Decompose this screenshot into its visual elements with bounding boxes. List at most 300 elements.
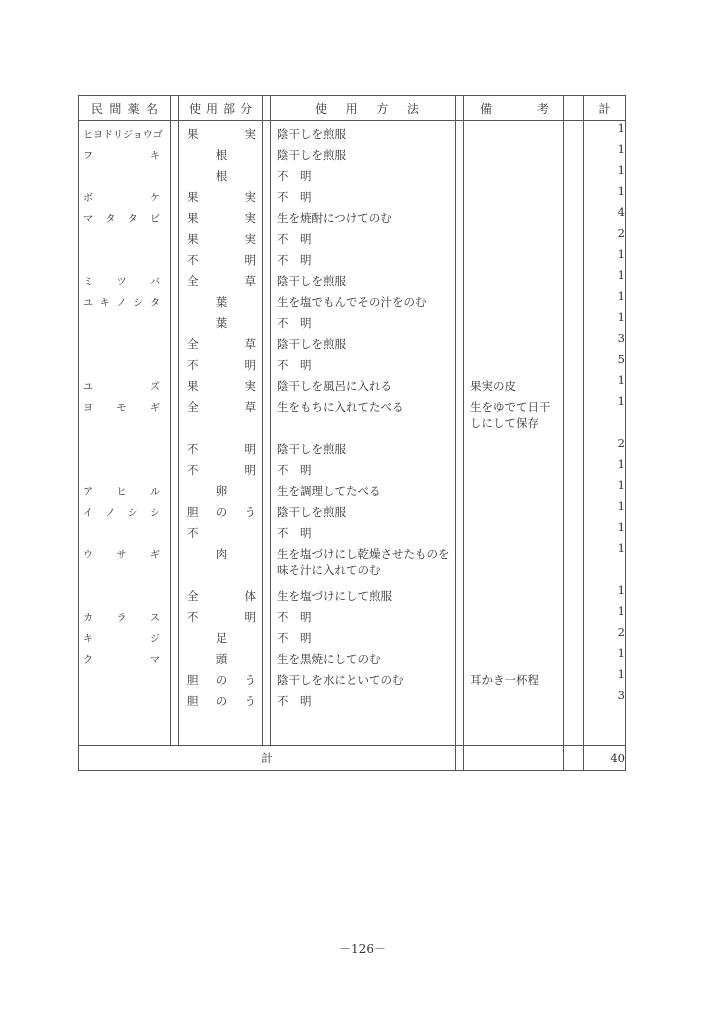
- cell-usage-method: [271, 184, 456, 205]
- cell-count: 2: [584, 625, 626, 646]
- cell-medicine-name: [79, 121, 171, 143]
- medicine-name-char: キ: [99, 298, 110, 309]
- used-part-char: 根: [215, 148, 228, 162]
- used-part-char: 根: [215, 169, 228, 183]
- cell-count: 1: [584, 541, 626, 583]
- medicine-name-char: ヨ: [83, 403, 93, 414]
- medicine-name-char: ツ: [116, 277, 127, 288]
- cell-count: 2: [584, 436, 626, 457]
- usage-method-text: 陰干しを水にといてのむ: [277, 673, 404, 687]
- table-row: [79, 457, 626, 478]
- table-row: [79, 268, 626, 289]
- cell-used-part: [179, 331, 263, 352]
- cell-count: 1: [584, 499, 626, 520]
- remarks-text: [464, 226, 563, 231]
- table-row: [79, 478, 626, 499]
- medicine-name-char: ビ: [149, 214, 160, 225]
- cell-usage-method: [271, 352, 456, 373]
- cell-medicine-name: [79, 331, 171, 352]
- medicine-name-char: ノ: [116, 298, 127, 309]
- cell-count: 1: [584, 394, 626, 436]
- usage-method-text: 陰干しを風呂に入れる: [277, 379, 392, 393]
- cell-remarks: [464, 310, 564, 331]
- cell-used-part: [179, 268, 263, 289]
- used-part-char: 不: [187, 610, 199, 624]
- used-part-char: 卵: [215, 484, 228, 498]
- total-value: 40: [584, 746, 626, 771]
- used-part-char: 胆: [187, 694, 199, 708]
- used-part-char: 実: [244, 211, 256, 225]
- cell-usage-method: [271, 499, 456, 520]
- cell-count: 1: [584, 142, 626, 163]
- cell-count: 1: [584, 121, 626, 143]
- cell-used-part: [179, 583, 263, 604]
- table-header-row: [79, 96, 626, 121]
- remarks-text: [464, 184, 563, 189]
- usage-method-text: 不 明: [277, 190, 312, 204]
- medicine-name-char: タ: [150, 298, 160, 309]
- used-part-char: 全: [187, 337, 199, 351]
- cell-medicine-name: [79, 226, 171, 247]
- table-row: [79, 604, 626, 625]
- medicine-name-char: ア: [83, 487, 93, 498]
- medicine-name-char: ノ: [105, 508, 116, 519]
- medicine-name-char: ギ: [150, 403, 160, 414]
- folk-medicine-table: [78, 95, 626, 771]
- used-part-char: 不: [187, 463, 199, 477]
- used-part-char: 果: [187, 190, 199, 204]
- table-row: [79, 583, 626, 604]
- remarks-text: [464, 352, 563, 357]
- remarks-text: [464, 436, 563, 441]
- header-method-char: 用: [345, 101, 358, 116]
- cell-remarks: [464, 394, 564, 436]
- cell-usage-method: [271, 142, 456, 163]
- table-row: [79, 310, 626, 331]
- cell-usage-method: [271, 247, 456, 268]
- header-method-char: 法: [406, 101, 419, 116]
- cell-count: 1: [584, 184, 626, 205]
- medicine-name-char: マ: [83, 214, 93, 225]
- usage-method-text: 不 明: [277, 463, 312, 477]
- cell-usage-method: [271, 604, 456, 625]
- cell-medicine-name: [79, 583, 171, 604]
- usage-method-text: 不 明: [277, 631, 312, 645]
- header-name-char: 名: [145, 101, 158, 116]
- header-method: [271, 96, 456, 121]
- usage-method-text: 不 明: [277, 253, 312, 267]
- medicine-name-char: ユ: [83, 298, 93, 309]
- cell-count: 1: [584, 604, 626, 625]
- usage-method-text: 陰干しを煎服: [277, 148, 346, 162]
- header-part-char: 用: [205, 101, 218, 116]
- table-row: [79, 331, 626, 352]
- table-row: [79, 499, 626, 520]
- cell-remarks: [464, 247, 564, 268]
- used-part-char: 全: [187, 400, 199, 414]
- cell-count: 1: [584, 583, 626, 604]
- cell-used-part: [179, 289, 263, 310]
- usage-method-text: 不 明: [277, 169, 312, 183]
- medicine-name-char: サ: [116, 550, 127, 561]
- used-part-char: 不: [187, 358, 199, 372]
- usage-method-text: 不 明: [277, 358, 312, 372]
- table-row: [79, 688, 626, 709]
- used-part-char: 肉: [215, 547, 228, 561]
- medicine-name-char: タ: [105, 214, 116, 225]
- medicine-name-char: カ: [83, 613, 93, 624]
- cell-usage-method: [271, 688, 456, 709]
- table-row: [79, 205, 626, 226]
- table-row: [79, 163, 626, 184]
- used-part-char: う: [244, 673, 256, 687]
- cell-remarks: [464, 331, 564, 352]
- medicine-name-char: ウ: [83, 550, 93, 561]
- used-part-char: 実: [244, 232, 256, 246]
- cell-medicine-name: [79, 688, 171, 709]
- cell-used-part: [179, 520, 263, 541]
- cell-used-part: [179, 604, 263, 625]
- used-part-char: 実: [244, 190, 256, 204]
- header-count: 計: [584, 96, 626, 121]
- medicine-name-char: ル: [150, 487, 160, 498]
- medicine-name-char: シ: [127, 508, 138, 519]
- table-spacer-row: [79, 709, 626, 746]
- usage-method-text: 陰干しを煎服: [277, 505, 346, 519]
- usage-method-text: 生をもちに入れてたべる: [277, 400, 404, 414]
- remarks-text: [464, 121, 563, 126]
- header-part-char: 使: [189, 101, 202, 116]
- used-part-char: 全: [187, 274, 199, 288]
- header-part-char: 分: [239, 101, 252, 116]
- cell-count: 4: [584, 205, 626, 226]
- header-note: [464, 96, 564, 121]
- cell-remarks: [464, 268, 564, 289]
- used-part-char: 葉: [215, 295, 228, 309]
- medicine-name-char: マ: [150, 655, 160, 666]
- cell-remarks: [464, 520, 564, 541]
- used-part-char: 明: [244, 358, 256, 372]
- header-name-char: 薬: [127, 101, 140, 116]
- medicine-name-char: ギ: [150, 550, 160, 561]
- cell-usage-method: [271, 541, 456, 583]
- usage-method-text: 陰干しを煎服: [277, 274, 346, 288]
- table-row: [79, 625, 626, 646]
- cell-usage-method: [271, 205, 456, 226]
- usage-method-text: 不 明: [277, 316, 312, 330]
- cell-used-part: [179, 478, 263, 499]
- table-total-row: [79, 746, 626, 771]
- cell-medicine-name: [79, 163, 171, 184]
- cell-medicine-name: [79, 604, 171, 625]
- cell-count: 3: [584, 331, 626, 352]
- used-part-char: う: [244, 694, 256, 708]
- table-row: [79, 373, 626, 394]
- cell-usage-method: [271, 478, 456, 499]
- used-part-char: の: [215, 673, 228, 687]
- cell-remarks: [464, 688, 564, 709]
- cell-used-part: [179, 394, 263, 436]
- cell-medicine-name: [79, 457, 171, 478]
- usage-method-text: 生を焼酎につけてのむ: [277, 211, 392, 225]
- remarks-text: [464, 289, 563, 294]
- cell-count: 1: [584, 667, 626, 688]
- cell-remarks: [464, 184, 564, 205]
- used-part-char: 草: [244, 400, 256, 414]
- medicine-name-char: ユ: [83, 382, 93, 393]
- table-row: [79, 541, 626, 583]
- remarks-text: [464, 583, 563, 588]
- page-number: －126－: [339, 942, 386, 956]
- cell-remarks: [464, 625, 564, 646]
- header-method-char: 方: [376, 101, 389, 116]
- used-part-char: 果: [187, 127, 199, 141]
- usage-method-text: 不 明: [277, 526, 312, 540]
- header-part: [179, 96, 263, 121]
- used-part-char: 葉: [215, 316, 228, 330]
- used-part-char: 草: [244, 274, 256, 288]
- medicine-name-char: ボ: [83, 193, 93, 204]
- cell-remarks: [464, 604, 564, 625]
- medicine-name-char: ラ: [116, 613, 127, 624]
- cell-remarks: [464, 541, 564, 583]
- cell-medicine-name: [79, 394, 171, 436]
- medicine-name-char: キ: [83, 634, 93, 645]
- table-row: [79, 226, 626, 247]
- header-method-char: 使: [315, 101, 328, 116]
- medicine-name-char: モ: [116, 403, 127, 414]
- table-body: [79, 121, 626, 710]
- usage-method-text: 不 明: [277, 232, 312, 246]
- cell-medicine-name: [79, 142, 171, 163]
- cell-count: 5: [584, 352, 626, 373]
- cell-medicine-name: [79, 499, 171, 520]
- used-part-char: 明: [244, 442, 256, 456]
- header-note-char: 考: [536, 101, 549, 116]
- cell-used-part: [179, 352, 263, 373]
- cell-used-part: [179, 226, 263, 247]
- usage-method-text: 生を塩でもんでその汁をのむ: [277, 295, 427, 309]
- cell-usage-method: [271, 331, 456, 352]
- header-name-char: 間: [109, 101, 122, 116]
- cell-usage-method: [271, 289, 456, 310]
- cell-medicine-name: [79, 247, 171, 268]
- cell-used-part: [179, 625, 263, 646]
- usage-method-text: 生を塩づけにし乾燥させたものを味そ汁に入れてのむ: [277, 547, 450, 577]
- header-note-char: 備: [480, 101, 493, 116]
- usage-method-text: 陰干しを煎服: [277, 442, 346, 456]
- usage-method-text: 生を塩づけにして煎服: [277, 589, 392, 603]
- medicine-name-char: ス: [150, 613, 160, 624]
- usage-method-text: 不 明: [277, 610, 312, 624]
- cell-medicine-name: [79, 541, 171, 583]
- used-part-char: 体: [244, 589, 256, 603]
- cell-used-part: [179, 163, 263, 184]
- remarks-text: 生をゆでて日干しにして保存: [470, 400, 551, 430]
- cell-usage-method: [271, 625, 456, 646]
- cell-remarks: [464, 289, 564, 310]
- cell-remarks: [464, 142, 564, 163]
- medicine-name-char: シ: [149, 508, 160, 519]
- cell-usage-method: [271, 457, 456, 478]
- used-part-char: 果: [187, 211, 199, 225]
- remarks-text: [464, 163, 563, 168]
- cell-used-part: [179, 373, 263, 394]
- cell-usage-method: [271, 226, 456, 247]
- cell-count: 1: [584, 478, 626, 499]
- cell-remarks: [464, 478, 564, 499]
- usage-method-text: 不 明: [277, 694, 312, 708]
- cell-remarks: [464, 226, 564, 247]
- cell-used-part: [179, 499, 263, 520]
- cell-usage-method: [271, 520, 456, 541]
- cell-remarks: [464, 373, 564, 394]
- medicine-name-char: ケ: [150, 193, 160, 204]
- cell-count: 1: [584, 247, 626, 268]
- cell-medicine-name: [79, 184, 171, 205]
- used-part-char: 実: [244, 379, 256, 393]
- cell-medicine-name: [79, 205, 171, 226]
- used-part-char: 不: [187, 442, 199, 456]
- cell-usage-method: [271, 121, 456, 143]
- total-label: 計: [79, 746, 456, 771]
- cell-medicine-name: [79, 436, 171, 457]
- remarks-text: [464, 499, 563, 504]
- cell-medicine-name: [79, 352, 171, 373]
- used-part-char: 明: [244, 463, 256, 477]
- used-part-char: 草: [244, 337, 256, 351]
- medicine-name-char: ヒヨドリジョウゴ: [83, 130, 163, 141]
- used-part-char: 明: [244, 253, 256, 267]
- used-part-char: 全: [187, 589, 199, 603]
- medicine-name-char: ミ: [83, 277, 93, 288]
- cell-count: 1: [584, 520, 626, 541]
- cell-remarks: [464, 667, 564, 688]
- cell-usage-method: [271, 163, 456, 184]
- usage-method-text: 生を黒焼にしてのむ: [277, 652, 381, 666]
- cell-usage-method: [271, 394, 456, 436]
- used-part-char: 不: [187, 526, 199, 540]
- cell-count: 1: [584, 457, 626, 478]
- cell-medicine-name: [79, 646, 171, 667]
- cell-used-part: [179, 205, 263, 226]
- cell-count: 1: [584, 289, 626, 310]
- cell-used-part: [179, 121, 263, 143]
- remarks-text: [464, 247, 563, 252]
- remarks-text: [464, 625, 563, 630]
- cell-medicine-name: [79, 667, 171, 688]
- cell-used-part: [179, 688, 263, 709]
- cell-medicine-name: [79, 520, 171, 541]
- table-row: [79, 352, 626, 373]
- cell-remarks: [464, 121, 564, 143]
- used-part-char: 足: [215, 631, 228, 645]
- medicine-name-char: イ: [83, 508, 93, 519]
- remarks-text: 耳かき一杯程: [470, 673, 539, 687]
- remarks-text: [464, 688, 563, 693]
- remarks-text: [464, 331, 563, 336]
- cell-used-part: [179, 310, 263, 331]
- cell-usage-method: [271, 436, 456, 457]
- table-row: [79, 520, 626, 541]
- table-row: [79, 667, 626, 688]
- usage-method-text: 陰干しを煎服: [277, 127, 346, 141]
- cell-medicine-name: [79, 625, 171, 646]
- cell-count: 1: [584, 373, 626, 394]
- usage-method-text: 生を調理してたべる: [277, 484, 381, 498]
- cell-count: 1: [584, 268, 626, 289]
- cell-usage-method: [271, 268, 456, 289]
- cell-medicine-name: [79, 268, 171, 289]
- header-name: [79, 96, 171, 121]
- cell-remarks: [464, 352, 564, 373]
- remarks-text: [464, 646, 563, 651]
- used-part-char: の: [215, 694, 228, 708]
- used-part-char: 胆: [187, 505, 199, 519]
- cell-count: 1: [584, 310, 626, 331]
- remarks-text: [464, 604, 563, 609]
- remarks-text: [464, 268, 563, 273]
- medicine-name-char: ジ: [150, 634, 160, 645]
- table-row: [79, 142, 626, 163]
- medicine-name-char: ヒ: [116, 487, 127, 498]
- cell-medicine-name: [79, 310, 171, 331]
- remarks-text: [464, 541, 563, 546]
- cell-count: 2: [584, 226, 626, 247]
- cell-remarks: [464, 163, 564, 184]
- cell-medicine-name: [79, 478, 171, 499]
- medicine-name-char: タ: [127, 214, 138, 225]
- cell-used-part: [179, 457, 263, 478]
- header-name-char: 民: [91, 101, 104, 116]
- used-part-char: 果: [187, 232, 199, 246]
- cell-usage-method: [271, 583, 456, 604]
- cell-used-part: [179, 142, 263, 163]
- cell-used-part: [179, 184, 263, 205]
- table-row: [79, 121, 626, 143]
- cell-remarks: [464, 583, 564, 604]
- used-part-char: 果: [187, 379, 199, 393]
- total-note-cell: [464, 746, 564, 771]
- header-part-char: 部: [222, 101, 235, 116]
- table-row: [79, 394, 626, 436]
- cell-used-part: [179, 247, 263, 268]
- cell-remarks: [464, 205, 564, 226]
- cell-usage-method: [271, 310, 456, 331]
- table-row: [79, 436, 626, 457]
- cell-medicine-name: [79, 289, 171, 310]
- table-row: [79, 289, 626, 310]
- used-part-char: 頭: [215, 652, 228, 666]
- cell-used-part: [179, 646, 263, 667]
- medicine-name-char: フ: [83, 151, 93, 162]
- cell-remarks: [464, 499, 564, 520]
- cell-used-part: [179, 541, 263, 583]
- medicine-name-char: バ: [150, 277, 160, 288]
- cell-remarks: [464, 457, 564, 478]
- used-part-char: 胆: [187, 673, 199, 687]
- remarks-text: 果実の皮: [470, 379, 516, 393]
- cell-remarks: [464, 646, 564, 667]
- cell-count: 1: [584, 646, 626, 667]
- cell-usage-method: [271, 667, 456, 688]
- table-row: [79, 184, 626, 205]
- remarks-text: [464, 520, 563, 525]
- cell-count: 1: [584, 163, 626, 184]
- remarks-text: [464, 310, 563, 315]
- medicine-name-char: ク: [83, 655, 93, 666]
- cell-used-part: [179, 667, 263, 688]
